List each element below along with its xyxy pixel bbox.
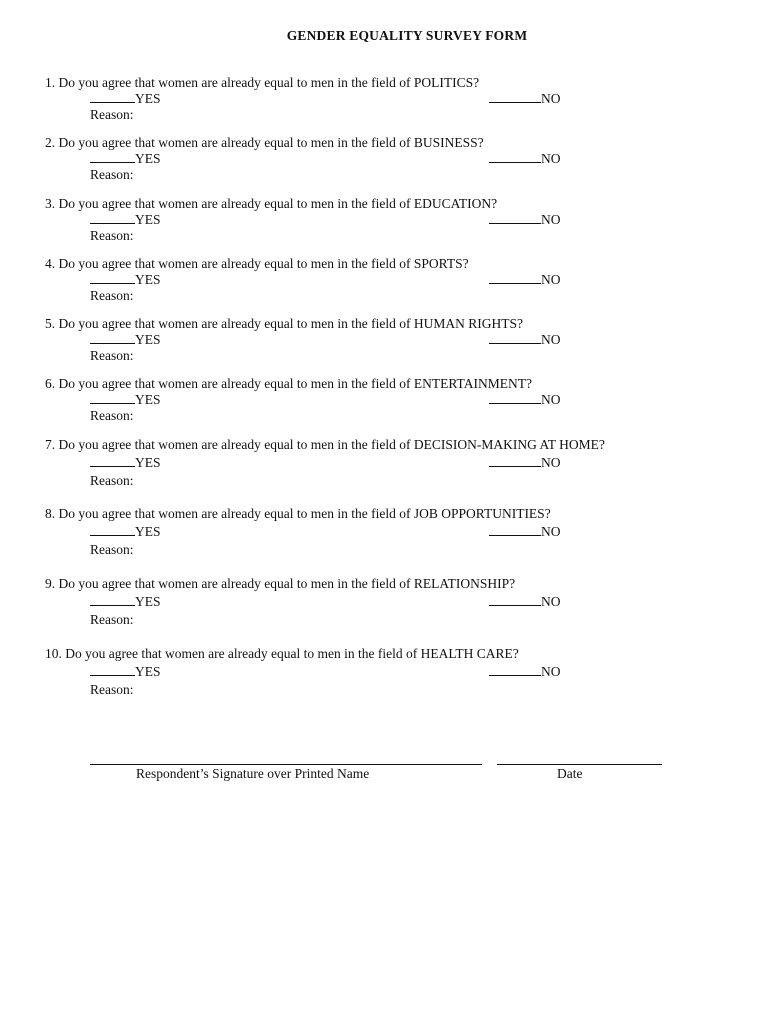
question-text: 7. Do you agree that women are already equal to men in the field of DECISION-MAKING AT HOME? <box>45 437 605 452</box>
reason-label: Reason: <box>90 682 134 697</box>
yes-blank[interactable] <box>90 455 135 467</box>
question-text: 8. Do you agree that women are already equal to men in the field of JOB OPPORTUNITIES? <box>45 506 551 521</box>
question-text: 10. Do you agree that women are already equal to men in the field of HEALTH CARE? <box>45 646 519 661</box>
yes-label: YES <box>135 91 161 106</box>
no-blank[interactable] <box>489 272 541 284</box>
yes-blank[interactable] <box>90 392 135 404</box>
yes-blank[interactable] <box>90 272 135 284</box>
reason-label: Reason: <box>90 473 134 488</box>
question-text: 2. Do you agree that women are already equal to men in the field of BUSINESS? <box>45 135 484 150</box>
reason-label: Reason: <box>90 167 134 182</box>
no-blank[interactable] <box>489 455 541 467</box>
question-text: 1. Do you agree that women are already equal to men in the field of POLITICS? <box>45 75 480 90</box>
yes-option[interactable] <box>90 212 161 228</box>
yes-option[interactable] <box>90 392 161 408</box>
no-label: NO <box>541 664 561 679</box>
yes-label: YES <box>135 392 161 407</box>
no-label: NO <box>541 392 561 407</box>
yes-blank[interactable] <box>90 332 135 344</box>
yes-blank[interactable] <box>90 594 135 606</box>
yes-option[interactable] <box>90 272 161 288</box>
no-option[interactable] <box>489 212 561 228</box>
no-label: NO <box>541 151 561 166</box>
no-option[interactable] <box>489 91 561 107</box>
yes-blank[interactable] <box>90 524 135 536</box>
no-option[interactable] <box>489 594 561 610</box>
no-blank[interactable] <box>489 594 541 606</box>
yes-label: YES <box>135 212 161 227</box>
signature-line[interactable] <box>90 764 482 765</box>
reason-label: Reason: <box>90 408 134 423</box>
no-label: NO <box>541 332 561 347</box>
yes-label: YES <box>135 455 161 470</box>
no-label: NO <box>541 91 561 106</box>
no-blank[interactable] <box>489 151 541 163</box>
no-label: NO <box>541 272 561 287</box>
question-text: 9. Do you agree that women are already equal to men in the field of RELATIONSHIP? <box>45 576 516 591</box>
question-text: 6. Do you agree that women are already equal to men in the field of ENTERTAINMENT? <box>45 376 532 391</box>
reason-label: Reason: <box>90 228 134 243</box>
no-option[interactable] <box>489 455 561 471</box>
question-text: 4. Do you agree that women are already equal to men in the field of SPORTS? <box>45 256 469 271</box>
no-option[interactable] <box>489 332 561 348</box>
yes-label: YES <box>135 524 161 539</box>
reason-label: Reason: <box>90 288 134 303</box>
yes-label: YES <box>135 272 161 287</box>
reason-label: Reason: <box>90 107 134 122</box>
date-line[interactable] <box>497 764 662 765</box>
yes-label: YES <box>135 332 161 347</box>
no-option[interactable] <box>489 151 561 167</box>
yes-blank[interactable] <box>90 212 135 224</box>
no-blank[interactable] <box>489 91 541 103</box>
no-label: NO <box>541 455 561 470</box>
form-title: GENDER EQUALITY SURVEY FORM <box>286 28 528 43</box>
no-label: NO <box>541 594 561 609</box>
no-label: NO <box>541 212 561 227</box>
no-blank[interactable] <box>489 392 541 404</box>
yes-option[interactable] <box>90 594 161 610</box>
no-option[interactable] <box>489 392 561 408</box>
yes-option[interactable] <box>90 455 161 471</box>
yes-option[interactable] <box>90 332 161 348</box>
signature-label: Respondent’s Signature over Printed Name <box>136 766 370 781</box>
no-option[interactable] <box>489 272 561 288</box>
yes-option[interactable] <box>90 151 161 167</box>
reason-label: Reason: <box>90 542 134 557</box>
yes-blank[interactable] <box>90 151 135 163</box>
reason-label: Reason: <box>90 612 134 627</box>
date-label: Date <box>557 766 583 781</box>
yes-option[interactable] <box>90 664 161 680</box>
no-blank[interactable] <box>489 332 541 344</box>
yes-option[interactable] <box>90 524 161 540</box>
yes-blank[interactable] <box>90 91 135 103</box>
yes-option[interactable] <box>90 91 161 107</box>
no-blank[interactable] <box>489 524 541 536</box>
question-text: 5. Do you agree that women are already equal to men in the field of HUMAN RIGHTS? <box>45 316 523 331</box>
no-blank[interactable] <box>489 664 541 676</box>
yes-blank[interactable] <box>90 664 135 676</box>
no-option[interactable] <box>489 664 561 680</box>
question-text: 3. Do you agree that women are already equal to men in the field of EDUCATION? <box>45 196 498 211</box>
no-label: NO <box>541 524 561 539</box>
reason-label: Reason: <box>90 348 134 363</box>
yes-label: YES <box>135 664 161 679</box>
yes-label: YES <box>135 594 161 609</box>
no-option[interactable] <box>489 524 561 540</box>
no-blank[interactable] <box>489 212 541 224</box>
yes-label: YES <box>135 151 161 166</box>
